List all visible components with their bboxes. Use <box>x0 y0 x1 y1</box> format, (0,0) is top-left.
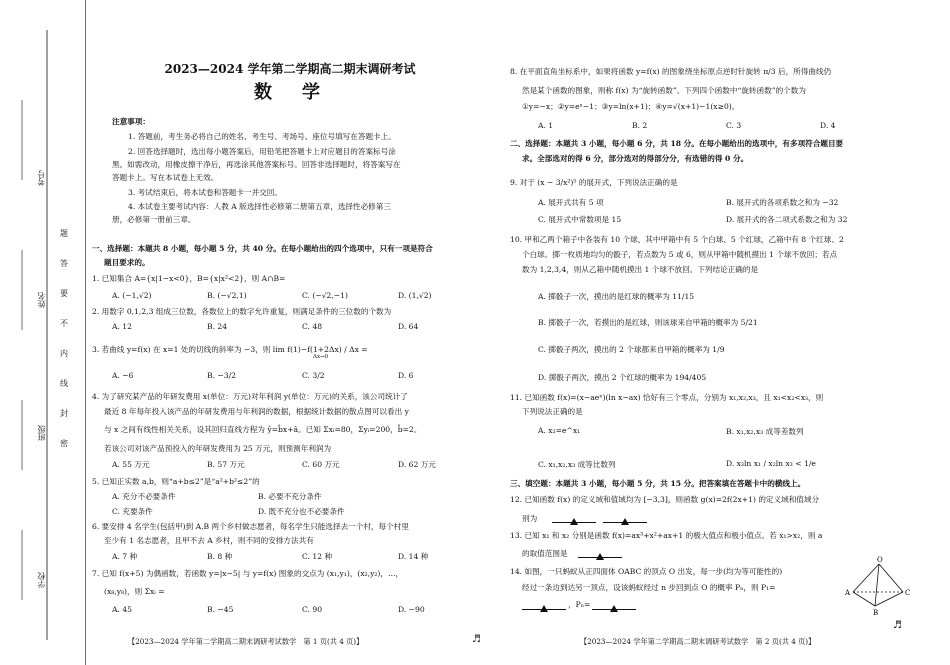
question-8: 然是某个函数的图象，则称 f(x) 为“旋转函数”。下列四个函数中“旋转函数”的个数为 <box>522 86 806 95</box>
music-note-icon: ♬ <box>893 620 902 631</box>
answer-blank[interactable] <box>522 598 566 610</box>
vertex-b-label: B <box>873 609 879 616</box>
blank-triangle-icon <box>540 605 548 612</box>
question-2: 2. 用数字 0,1,2,3 组成三位数，各数位上的数字允许重复，则满足条件的三位数的个数为 <box>92 307 392 316</box>
notice-line: 答题卡上。写在本试卷上无效。 <box>112 173 219 182</box>
option-d: D. −90 <box>398 605 425 614</box>
option-d: D. 14 种 <box>398 552 429 561</box>
question-6: 至少有 1 名志愿者，且甲不去 A 乡村，则不同的安排方法共有 <box>104 536 314 545</box>
blank-triangle-icon <box>621 518 629 525</box>
option-b: B. −3/2 <box>207 371 236 380</box>
question-13: 的取值范围是 <box>522 549 568 558</box>
blank-triangle-icon <box>596 553 604 560</box>
option-b: B. x₁,x₂,x₃ 成等差数列 <box>726 427 804 436</box>
option-d: D. 6 <box>398 371 414 380</box>
option-a: A. 充分不必要条件 <box>112 492 176 501</box>
music-note-icon: ♬ <box>472 634 481 645</box>
question-4: 4. 为了研究某产品的年研发费用 x(单位：万元)对年利润 y(单位：万元)的关系，该公司统计了 <box>92 392 408 401</box>
question-10: 10. 甲和乙两个箱子中各装有 10 个球，其中甲箱中有 5 个白球、5 个红球，乙箱中有 8 个红球、2 <box>510 235 844 244</box>
question-5: 5. 已知正实数 a,b，则“a+b≤2”是“a²+b²≤2”的 <box>92 477 260 486</box>
option-a: A. 掷骰子一次，摸出的是红球的概率为 11/15 <box>538 292 695 301</box>
option-d: D. 展开式的各二项式系数之和为 32 <box>726 215 848 224</box>
option-c: C. 12 种 <box>302 552 333 561</box>
option-c: C. 3/2 <box>302 371 325 380</box>
seal-char: 要 <box>60 289 68 298</box>
margin-lines <box>0 0 86 665</box>
section-2-heading: 二、选择题：本题共 3 小题，每小题 6 分，共 18 分。在每小题给出的选项中，有多项符合题目要 <box>510 139 844 148</box>
option-a: A. 45 <box>112 605 132 614</box>
question-14: ，Pₙ= <box>568 600 591 609</box>
answer-blank[interactable] <box>578 546 622 558</box>
section-1-heading: 一、选择题：本题共 8 小题，每小题 5 分，共 40 分。在每小题给出的四个选项中，只有一项是符合 <box>92 244 433 253</box>
seal-char: 内 <box>60 349 68 358</box>
option-b: B. 掷骰子一次，若摸出的是红球，则该球来自甲箱的概率为 5/21 <box>538 318 758 327</box>
question-3: 3. 若曲线 y=f(x) 在 x=1 处的切线的斜率为 −3，则 lim f(1)−f(1+2Δx) / Δx = <box>92 345 368 354</box>
option-d: D. 64 <box>398 322 419 331</box>
option-c: C. 90 <box>302 605 323 614</box>
name-label: 姓名 <box>37 292 46 308</box>
option-c: C. x₁,x₂,x₃ 成等比数列 <box>538 460 616 469</box>
option-c: C. 48 <box>302 322 323 331</box>
option-b: B. 必要不充分条件 <box>258 492 322 501</box>
question-11: 11. 已知函数 f(x)=(x−aeˣ)(ln x−ax) 恰好有三个零点，分别为 x₁,x₂,x₃，且 x₁<x₂<x₃，则 <box>510 393 824 402</box>
vertex-o-label: O <box>877 556 883 564</box>
section-2-heading: 求。全部选对的得 6 分，部分选对的得部分分，有选错的得 0 分。 <box>522 154 749 163</box>
question-8: ①y=−x；②y=eˣ−1；③y=ln(x+1)；④y=√(x+1)−1(x≥0)。 <box>522 102 740 111</box>
vertex-c-label: C <box>905 589 911 597</box>
option-a: A. 1 <box>538 121 554 130</box>
option-a: A. 12 <box>112 322 132 331</box>
seal-char: 题 <box>60 229 68 238</box>
option-b: B. −45 <box>207 605 234 614</box>
subject-title: 数 学 <box>254 82 326 103</box>
option-c: C. 充要条件 <box>112 507 153 516</box>
notice-heading: 注意事项： <box>112 117 150 126</box>
notice-line: 4. 本试卷主要考试内容：人教 A 版选择性必修第二册第五章，选择性必修第三 <box>128 202 391 211</box>
question-4: 若该公司对该产品预投入的年研发费用为 25 万元，则预测年利润为 <box>104 444 332 453</box>
option-b: B. 展开式的各项系数之和为 −32 <box>726 198 839 207</box>
question-11: 下列说法正确的是 <box>522 407 583 416</box>
notice-line: 黑。如需改动，用橡皮擦干净后，再选涂其他答案标号。回答非选择题时，将答案写在 <box>112 160 401 169</box>
school-label: 学校 <box>37 572 46 588</box>
page-footer-2: 【2023—2024 学年第二学期高二期末调研考试数学 第 2 页(共 4 页)】 <box>580 637 816 646</box>
section-1-heading: 题目要求的。 <box>104 258 150 267</box>
notice-line: 2. 回答选择题时，选出每小题答案后，用铅笔把答题卡上对应题目的答案标号涂 <box>128 147 396 156</box>
binding-margin <box>0 0 86 665</box>
option-c: C. (−√2,−1) <box>302 291 348 300</box>
notice-line: 3. 考试结束后，将本试卷和答题卡一并交回。 <box>128 188 282 197</box>
question-10: 数为 1,2,3,4，则从乙箱中随机摸出 1 个球不放回。下列结论正确的是 <box>522 265 759 274</box>
page-footer-1: 【2023—2024 学年第二学期高二期末调研考试数学 第 1 页(共 4 页)】 <box>128 637 364 646</box>
answer-blank[interactable] <box>603 511 647 523</box>
question-4: 与 x 之间有线性相关关系，设其回归直线方程为 ŷ=b̂x+â。已知 Σxᵢ=80，Σyᵢ=200，b̂=2。 <box>104 425 422 434</box>
limit-subscript: Δx→0 <box>313 354 329 360</box>
blank-triangle-icon <box>570 518 578 525</box>
tetrahedron-figure <box>845 556 915 616</box>
option-d: D. 掷骰子两次，摸出 2 个红球的概率为 194/405 <box>538 373 707 382</box>
option-c: C. 60 万元 <box>302 460 340 469</box>
option-d: D. (1,√2) <box>398 291 432 300</box>
option-d: D. 62 万元 <box>398 460 436 469</box>
vertex-a-label: A <box>845 589 851 597</box>
blank-triangle-icon <box>610 605 618 612</box>
question-14: 经过一条边到达另一顶点，设该蚂蚁经过 n 步回到点 O 的概率 Pₙ，则 P₁= <box>522 583 776 592</box>
question-1: 1. 已知集合 A={x|1−x<0}，B={x|x²<2}，则 A∩B= <box>92 274 286 283</box>
question-12: 12. 已知函数 f(x) 的定义域和值域均为 [−3,3]，则函数 g(x)=2f(2x+1) 的定义域和值域分 <box>510 495 820 504</box>
option-c: C. 掷骰子两次，摸出的 2 个球都来自甲箱的概率为 1/9 <box>538 345 725 354</box>
question-9: 9. 对于 (x − 3/x²)⁵ 的展开式，下列说法正确的是 <box>510 178 678 187</box>
option-a: A. −6 <box>112 371 134 380</box>
seal-char: 答 <box>60 259 68 268</box>
class-label: 班级 <box>37 425 46 441</box>
seal-char: 线 <box>60 379 68 388</box>
question-7: (x₈,y₈)，则 Σxᵢ = <box>104 587 165 596</box>
question-12: 别为 <box>522 514 538 523</box>
option-d: D. 既不充分也不必要条件 <box>258 507 345 516</box>
notice-line: 册，必修第一册前三章。 <box>112 215 196 224</box>
question-6: 6. 要安排 4 名学生(包括甲)到 A,B 两个乡村做志愿者，每名学生只能选择去一个村，每个村里 <box>92 522 409 531</box>
answer-blank[interactable] <box>592 598 636 610</box>
notice-line: 1. 答题前，考生务必将自己的姓名、考生号、考场号、座位号填写在答题卡上。 <box>128 132 396 141</box>
option-a: A. (−1,√2) <box>112 291 152 300</box>
option-d: D. x₃ln x₁ / x₂ln x₃ < 1/e <box>726 459 816 468</box>
section-3-heading: 三、填空题：本题共 3 小题，每小题 5 分，共 15 分。把答案填在答题卡中的横线上。 <box>510 479 806 488</box>
seal-char: 密 <box>60 439 68 448</box>
question-13: 13. 已知 x₁ 和 x₂ 分别是函数 f(x)=ax³+x²+ax+1 的极大值点和极小值点。若 x₁>x₂，则 a <box>510 531 823 540</box>
seal-char: 不 <box>60 319 68 328</box>
question-10: 个白球。掷一枚质地均匀的骰子，若点数为 5 或 6，则从甲箱中随机摸出 1 个球不放回；若点 <box>522 250 838 259</box>
exam-title: 2023—2024 学年第二学期高二期末调研考试 <box>164 62 416 76</box>
seal-char: 封 <box>60 409 68 418</box>
option-a: A. x₂=e^x₁ <box>538 426 581 435</box>
option-b: B. 8 种 <box>207 552 233 561</box>
option-a: A. 7 种 <box>112 552 138 561</box>
question-8: 8. 在平面直角坐标系中，如果将函数 y=f(x) 的图象绕坐标原点逆时针旋转 π/3 后，所得曲线仍 <box>510 67 832 76</box>
option-c: C. 3 <box>726 121 742 130</box>
option-a: A. 55 万元 <box>112 460 150 469</box>
exam-number-label: 考号 <box>37 170 46 186</box>
option-d: D. 4 <box>820 121 836 130</box>
option-b: B. (−√2,1) <box>207 291 247 300</box>
option-a: A. 展开式共有 5 项 <box>538 198 604 207</box>
question-7: 7. 已知 f(x+5) 为偶函数，若函数 y=|x−5| 与 y=f(x) 图象的交点为 (x₁,y₁)，(x₂,y₂)，…， <box>92 569 404 578</box>
question-4: 最近 8 年每年投入该产品的年研发费用与年利润的数据，根据统计数据的散点图可以看出 y <box>104 407 409 416</box>
option-b: B. 2 <box>632 121 648 130</box>
question-14: 14. 如图，一只蚂蚁从正四面体 OABC 的顶点 O 出发，每一步(均为等可能性的) <box>510 567 783 576</box>
option-b: B. 57 万元 <box>207 460 245 469</box>
answer-blank[interactable] <box>552 511 596 523</box>
option-c: C. 展开式中常数项是 15 <box>538 215 622 224</box>
option-b: B. 24 <box>207 322 228 331</box>
